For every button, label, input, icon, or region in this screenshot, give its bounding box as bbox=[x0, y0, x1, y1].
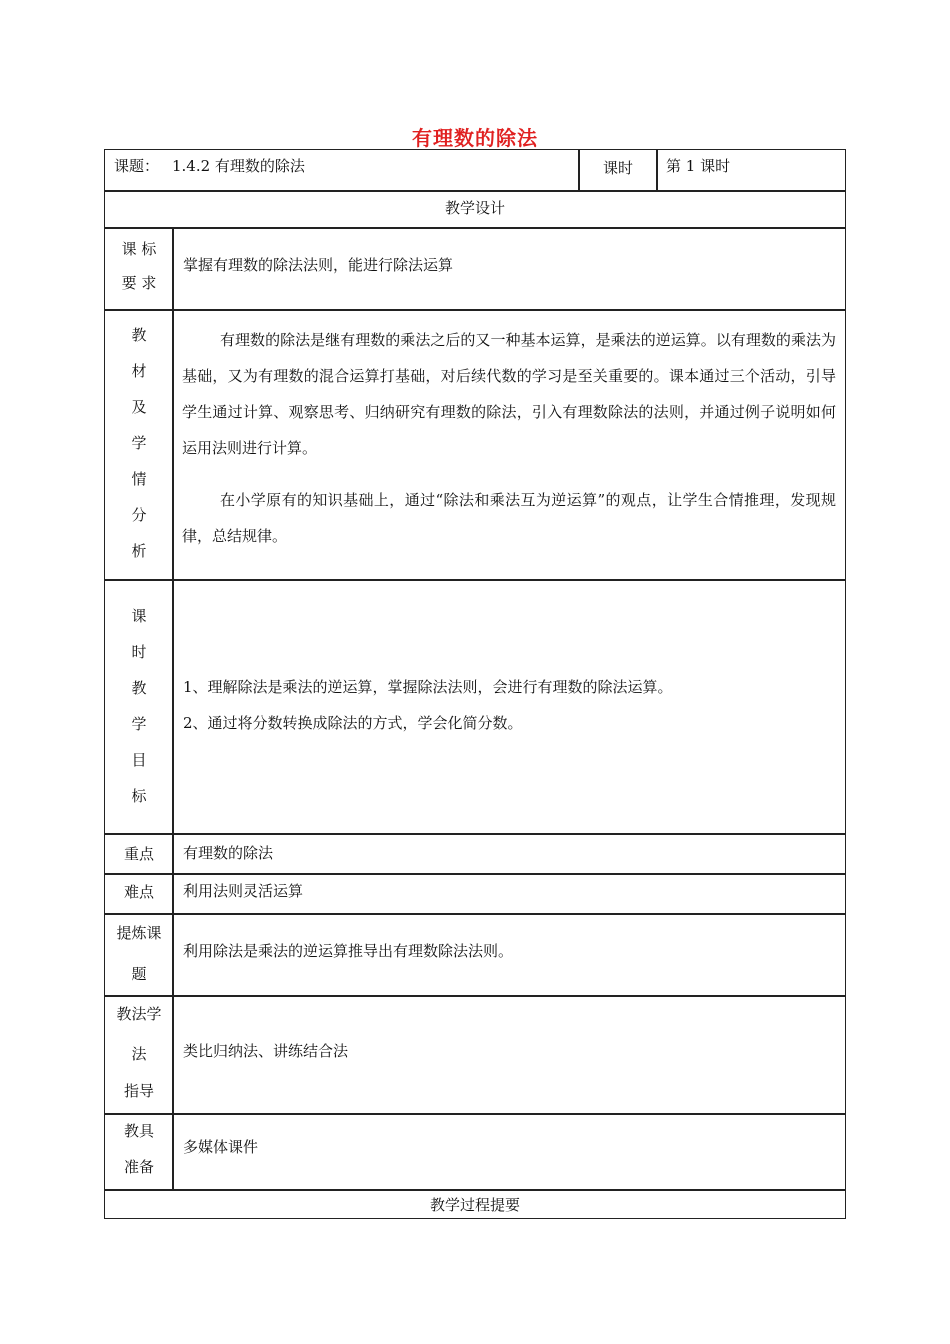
key-point-content: 有理数的除法 bbox=[183, 844, 274, 862]
row-divider bbox=[104, 227, 846, 229]
row-divider bbox=[104, 873, 846, 875]
objectives-label-char: 学 bbox=[131, 715, 147, 733]
method-label-line1: 教法学 bbox=[116, 1005, 162, 1023]
analysis-label-char: 学 bbox=[131, 434, 147, 452]
analysis-paragraph-1: 有理数的除法是继有理数的乘法之后的又一种基本运算，是乘法的逆运算。以有理数的乘法为基础，又为有理数的混合运算打基础，对后续代数的学习是至关重要的。课本通过三个活动，引导学生通过计算、观察思考、归纳研究有理数的除法，引入有理数除法的法则，并通过例子说明如何运用法则进行计算。 bbox=[182, 331, 836, 457]
objective-item-1: 1、理解除法是乘法的逆运算，掌握除法法则，会进行有理数的除法运算。 bbox=[183, 678, 673, 696]
analysis-label-char: 及 bbox=[131, 398, 147, 416]
analysis-paragraph-2: 在小学原有的知识基础上，通过“除法和乘法互为逆运算”的观点，让学生合情推理，发现规律，总结规律。 bbox=[182, 491, 836, 545]
objectives-label-char: 时 bbox=[131, 643, 147, 661]
page-title: 有理数的除法 bbox=[412, 126, 538, 150]
standard-label-line2: 要 求 bbox=[121, 274, 157, 292]
objectives-label-char: 教 bbox=[131, 679, 147, 697]
topic-value: 1.4.2 有理数的除法 bbox=[172, 157, 305, 175]
section-heading-design: 教学设计 bbox=[444, 199, 505, 217]
analysis-label-char: 分 bbox=[131, 506, 147, 524]
standard-content: 掌握有理数的除法法则，能进行除法运算 bbox=[183, 256, 454, 274]
tools-label-line1: 教具 bbox=[123, 1122, 154, 1140]
objectives-label-char: 课 bbox=[131, 607, 147, 625]
period-label: 课时 bbox=[602, 159, 633, 177]
refine-label-line1: 提炼课 bbox=[116, 924, 162, 942]
col-divider bbox=[656, 149, 658, 191]
tools-label-line2: 准备 bbox=[123, 1158, 154, 1176]
row-divider bbox=[104, 833, 846, 835]
method-label-line3: 指导 bbox=[123, 1082, 154, 1100]
period-value: 第 1 课时 bbox=[666, 157, 731, 175]
method-content: 类比归纳法、讲练结合法 bbox=[183, 1042, 349, 1060]
method-label-line2: 法 bbox=[131, 1045, 147, 1063]
section-heading-process: 教学过程提要 bbox=[429, 1196, 520, 1214]
row-divider bbox=[104, 190, 846, 192]
refine-content: 利用除法是乘法的逆运算推导出有理数除法法则。 bbox=[183, 942, 514, 960]
objectives-label-char: 目 bbox=[131, 751, 147, 769]
row-divider bbox=[104, 1113, 846, 1115]
standard-label-line1: 课 标 bbox=[121, 240, 157, 258]
key-point-label: 重点 bbox=[123, 845, 154, 863]
row-divider bbox=[104, 1189, 846, 1191]
analysis-label-char: 析 bbox=[131, 542, 147, 560]
topic-label: 课题： bbox=[114, 157, 160, 175]
analysis-label-char: 教 bbox=[131, 326, 147, 344]
tools-content: 多媒体课件 bbox=[183, 1138, 259, 1156]
analysis-label-char: 材 bbox=[131, 362, 147, 380]
row-divider bbox=[104, 995, 846, 997]
objective-item-2: 2、通过将分数转换成除法的方式，学会化简分数。 bbox=[183, 714, 523, 732]
objectives-label-char: 标 bbox=[131, 787, 147, 805]
col-divider bbox=[172, 227, 174, 1190]
difficulty-content: 利用法则灵活运算 bbox=[183, 882, 304, 900]
row-divider bbox=[104, 579, 846, 581]
row-divider bbox=[104, 309, 846, 311]
analysis-label-char: 情 bbox=[131, 470, 147, 488]
refine-label-line2: 题 bbox=[131, 965, 147, 983]
row-divider bbox=[104, 913, 846, 915]
difficulty-label: 难点 bbox=[123, 883, 154, 901]
